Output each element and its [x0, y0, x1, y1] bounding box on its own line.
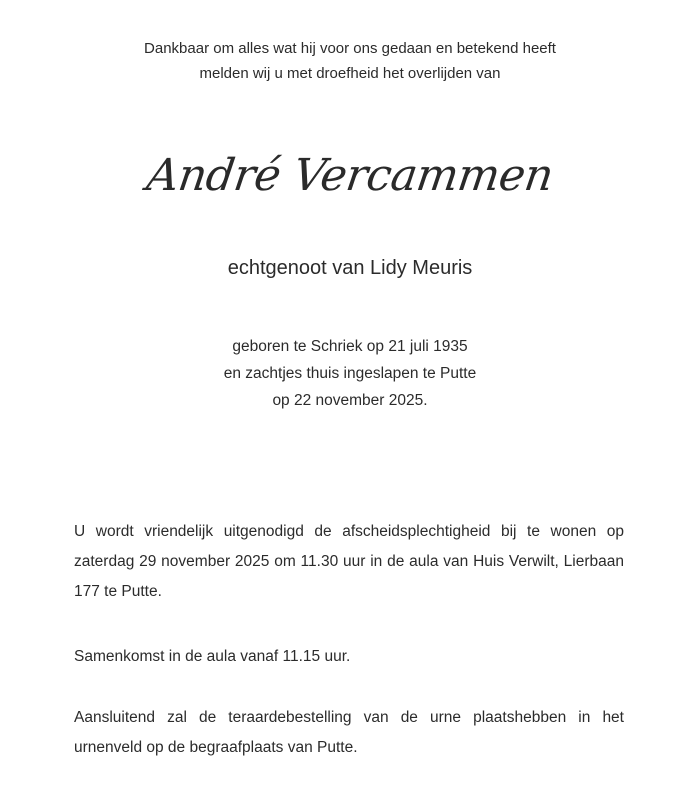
intro-text — [0, 36, 700, 86]
birth-line: geboren te Schriek op 21 juli 1935 — [232, 338, 468, 355]
burial-paragraph: Aansluitend zal de teraardebestelling van de urne plaatshebben in het urnenveld op de begraafplaats van Putte. — [74, 709, 624, 756]
intro-line-2: melden wij u met droefheid het overlijden van — [199, 65, 501, 82]
intro-line-1: Dankbaar om alles wat hij voor ons gedaan en betekend heeft — [144, 40, 556, 57]
gathering-paragraph: Samenkomst in de aula vanaf 11.15 uur. — [74, 648, 351, 665]
invitation-paragraph: U wordt vriendelijk uitgenodigd de afscheidsplechtigheid bij te wonen op zaterdag 29 november 2025 om 11.30 uur in de aula van Huis Verwilt, Lierbaan 177 te Putte. — [74, 523, 624, 600]
life-dates — [0, 333, 700, 414]
passing-date-line: op 22 november 2025. — [272, 392, 428, 409]
spouse-line: echtgenoot van Lidy Meuris — [227, 257, 473, 279]
deceased-name: André Vercammen — [143, 150, 557, 201]
passing-line: en zachtjes thuis ingeslapen te Putte — [223, 365, 477, 382]
